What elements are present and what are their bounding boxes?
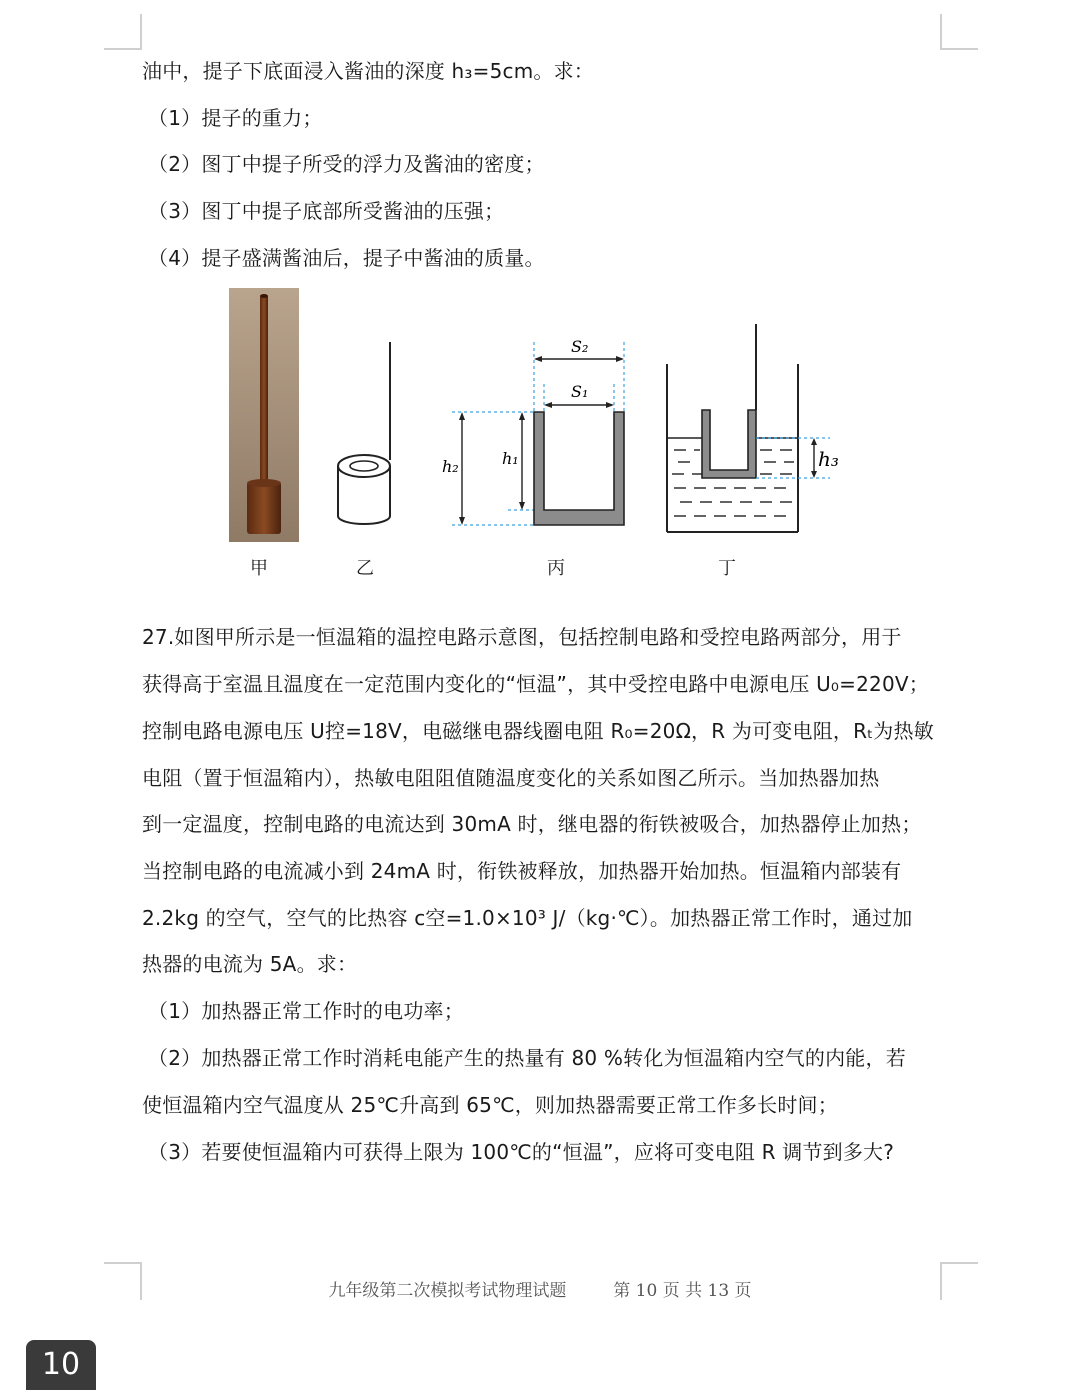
q27-line-7: 2.2kg 的空气，空气的比热容 c空=1.0×10³ J/（kg·℃）。加热器正常工作时，通过加 — [142, 906, 913, 930]
q26-item-1: （1）提子的重力； — [148, 106, 323, 130]
caption-ding: 丁 — [718, 558, 736, 579]
caption-bing: 丙 — [547, 558, 565, 579]
crop-mark-top-right — [940, 14, 978, 50]
q26-intro: 油中，提子下底面浸入酱油的深度 h₃=5cm。求： — [142, 59, 595, 83]
figure-jia-photo — [229, 288, 299, 542]
label-s2: S₂ — [571, 337, 589, 356]
caption-jia: 甲 — [250, 558, 268, 579]
caption-yi: 乙 — [356, 558, 374, 579]
figure-bing-diagram — [432, 332, 642, 532]
crop-mark-top-left — [104, 14, 142, 50]
q27-line-2: 获得高于室温且温度在一定范围内变化的“恒温”，其中受控电路中电源电压 U₀=220V； — [142, 672, 929, 696]
q26-item-2: （2）图丁中提子所受的浮力及酱油的密度； — [148, 152, 545, 176]
figure-yi-diagram — [330, 340, 400, 530]
q27-line-1: 27.如图甲所示是一恒温箱的温控电路示意图，包括控制电路和受控电路两部分，用于 — [142, 625, 902, 649]
q27-item-2: （2）加热器正常工作时消耗电能产生的热量有 80 %转化为恒温箱内空气的内能，若 — [148, 1046, 906, 1070]
q27-line-5: 到一定温度，控制电路的电流达到 30mA 时，继电器的衔铁被吸合，加热器停止加热； — [142, 812, 922, 836]
q27-item-1: （1）加热器正常工作时的电功率； — [148, 999, 464, 1023]
page-footer — [0, 1276, 1080, 1301]
label-s1: S₁ — [571, 382, 589, 401]
label-h3: h₃ — [818, 447, 839, 471]
page-number-badge: 10 — [26, 1340, 96, 1390]
footer-title: 九年级第二次模拟考试物理试题 — [328, 1281, 567, 1301]
label-h1: h₁ — [502, 449, 519, 468]
q26-item-4: （4）提子盛满酱油后，提子中酱油的质量。 — [148, 246, 545, 270]
q27-line-6: 当控制电路的电流减小到 24mA 时，衔铁被释放，加热器开始加热。恒温箱内部装有 — [142, 859, 902, 883]
q27-item-2-cont: 使恒温箱内空气温度从 25℃升高到 65℃，则加热器需要正常工作多长时间； — [142, 1093, 838, 1117]
q26-item-3: （3）图丁中提子底部所受酱油的压强； — [148, 199, 505, 223]
label-h2: h₂ — [442, 457, 459, 476]
q27-item-3: （3）若要使恒温箱内可获得上限为 100℃的“恒温”，应将可变电阻 R 调节到多大? — [148, 1140, 895, 1164]
q27-line-4: 电阻（置于恒温箱内），热敏电阻阻值随温度变化的关系如图乙所示。当加热器加热 — [142, 766, 880, 790]
footer-page-info: 第 10 页 共 13 页 — [613, 1281, 752, 1301]
figure-ding-diagram — [660, 322, 850, 536]
q27-line-3: 控制电路电源电压 U控=18V，电磁继电器线圈电阻 R₀=20Ω，R 为可变电阻，Rₜ为热敏 — [142, 719, 934, 743]
q27-line-8: 热器的电流为 5A。求： — [142, 952, 358, 976]
